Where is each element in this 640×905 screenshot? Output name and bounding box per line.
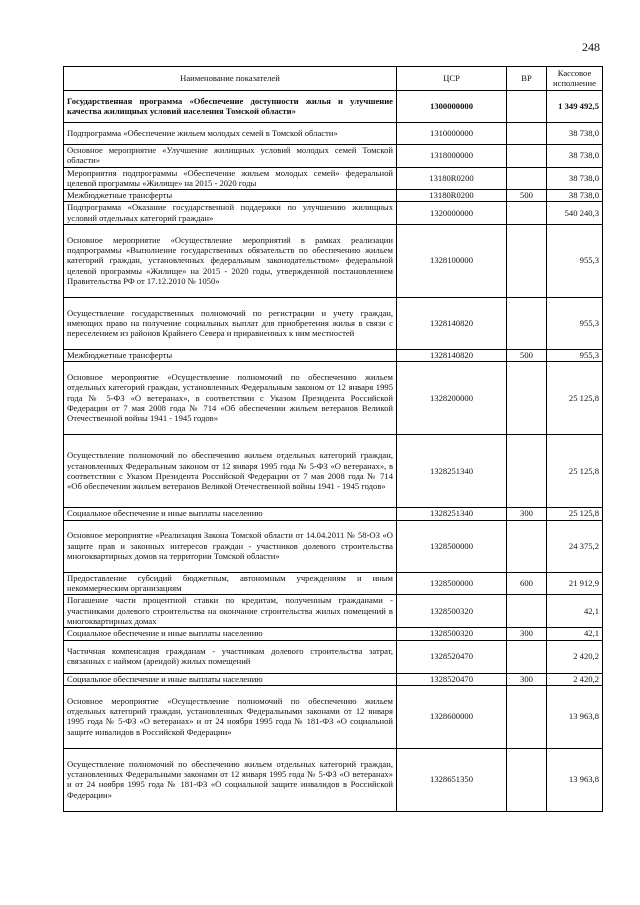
row-amount: 955,3 — [547, 350, 603, 362]
row-vr — [507, 225, 547, 298]
row-name: Социальное обеспечение и иные выплаты населению — [64, 508, 397, 520]
row-name: Межбюджетные трансферты — [64, 350, 397, 362]
row-amount: 955,3 — [547, 225, 603, 298]
row-name: Основное мероприятие «Осуществление полномочий по обеспечению жильем отдельных категорий граждан, установленных Федеральными законами от 12 января 1995 года № 5-ФЗ «О ветеранах» и от 24 ноября 1995 года № 181-ФЗ «О социальной защите инвалидов в Российской Федерации» — [64, 685, 397, 748]
row-csr: 1328251340 — [397, 435, 507, 508]
row-name: Межбюджетные трансферты — [64, 190, 397, 202]
table-header-row — [64, 67, 603, 91]
table-row — [64, 298, 603, 350]
row-vr: 600 — [507, 572, 547, 595]
table-row — [64, 508, 603, 520]
row-name: Осуществление полномочий по обеспечению жильем отдельных категорий граждан, установленных Федеральными законами от 12 января 1995 года № 5-ФЗ «О ветеранах» и от 24 ноября 1995 года № 181-ФЗ «О социальной защите инвалидов в Российской Федерации» — [64, 748, 397, 811]
row-vr: 500 — [507, 350, 547, 362]
table-row — [64, 640, 603, 673]
row-csr: 1328140820 — [397, 298, 507, 350]
row-vr — [507, 167, 547, 190]
row-vr — [507, 595, 547, 628]
row-amount: 24 375,2 — [547, 520, 603, 572]
row-name: Основное мероприятие «Осуществление полномочий по обеспечению жильем отдельных категорий граждан, установленных Федеральным законом от 12 января 1995 года № 5-ФЗ «О ветеранах», в соответствии с Указом Президента Российской Федерации от 7 мая 2008 года № 714 «Об обеспечении жильем ветеранов Великой Отечественной войны 1941 - 1945 годов» — [64, 362, 397, 435]
row-name: Социальное обеспечение и иные выплаты населению — [64, 628, 397, 640]
row-csr: 1328651350 — [397, 748, 507, 811]
table-row — [64, 225, 603, 298]
row-csr: 1328500320 — [397, 628, 507, 640]
row-amount: 25 125,8 — [547, 508, 603, 520]
row-name: Предоставление субсидий бюджетным, автономным учреждениям и иным некоммерческим организациям — [64, 572, 397, 595]
row-amount: 38 738,0 — [547, 190, 603, 202]
row-vr — [507, 748, 547, 811]
row-vr — [507, 145, 547, 168]
row-name: Частичная компенсация гражданам - участникам долевого строительства затрат, связанных с наймом (арендой) жилых помещений — [64, 640, 397, 673]
row-amount: 42,1 — [547, 595, 603, 628]
row-amount: 540 240,3 — [547, 202, 603, 225]
row-amount: 25 125,8 — [547, 435, 603, 508]
table-row — [64, 362, 603, 435]
row-amount: 38 738,0 — [547, 123, 603, 145]
table-row — [64, 520, 603, 572]
row-amount: 38 738,0 — [547, 167, 603, 190]
budget-table — [63, 66, 603, 812]
row-vr — [507, 91, 547, 123]
row-csr: 1300000000 — [397, 91, 507, 123]
row-vr: 500 — [507, 190, 547, 202]
row-vr: 300 — [507, 508, 547, 520]
header-amount: Кассовое исполнение — [547, 67, 603, 91]
row-amount: 1 349 492,5 — [547, 91, 603, 123]
row-name: Государственная программа «Обеспечение доступности жилья и улучшение качества жилищных условий населения Томской области» — [64, 91, 397, 123]
row-csr: 1328251340 — [397, 508, 507, 520]
row-csr: 1328520470 — [397, 673, 507, 685]
table-row — [64, 628, 603, 640]
table-row — [64, 167, 603, 190]
row-amount: 13 963,8 — [547, 748, 603, 811]
row-vr — [507, 123, 547, 145]
row-csr: 13180R0200 — [397, 190, 507, 202]
table-row — [64, 123, 603, 145]
row-name: Основное мероприятие «Реализация Закона Томской области от 14.04.2011 № 58-ОЗ «О защите прав и законных интересов граждан - участников долевого строительства многоквартирных домов на территории Томской области» — [64, 520, 397, 572]
row-csr: 1328500000 — [397, 572, 507, 595]
table-body — [64, 91, 603, 812]
row-name: Подпрограмма «Обеспечение жильем молодых семей в Томской области» — [64, 123, 397, 145]
row-csr: 1328500320 — [397, 595, 507, 628]
row-csr: 1328500000 — [397, 520, 507, 572]
row-amount: 25 125,8 — [547, 362, 603, 435]
row-vr — [507, 362, 547, 435]
row-amount: 21 912,9 — [547, 572, 603, 595]
page-number: 248 — [582, 40, 600, 54]
row-name: Основное мероприятие «Улучшение жилищных условий молодых семей Томской области» — [64, 145, 397, 168]
header-csr: ЦСР — [397, 67, 507, 91]
row-amount: 13 963,8 — [547, 685, 603, 748]
table-row — [64, 595, 603, 628]
row-name: Осуществление полномочий по обеспечению жильем отдельных категорий граждан, установленных Федеральным законом от 12 января 1995 года № 5-ФЗ «О ветеранах», в соответствии с Указом Президента Российской Федерации от 7 мая 2008 года № 714 «Об обеспечении жильем ветеранов Великой Отечественной войны 1941 - 1945 годов» — [64, 435, 397, 508]
row-csr: 1328600000 — [397, 685, 507, 748]
table-row — [64, 673, 603, 685]
row-vr — [507, 685, 547, 748]
row-csr: 1328520470 — [397, 640, 507, 673]
header-vr: ВР — [507, 67, 547, 91]
row-csr: 1318000000 — [397, 145, 507, 168]
row-amount: 38 738,0 — [547, 145, 603, 168]
table-row — [64, 202, 603, 225]
row-amount: 2 420,2 — [547, 640, 603, 673]
row-amount: 2 420,2 — [547, 673, 603, 685]
row-vr — [507, 202, 547, 225]
row-csr: 1320000000 — [397, 202, 507, 225]
row-name: Мероприятия подпрограммы «Обеспечение жильем молодых семей» федеральной целевой программы «Жилище» на 2015 - 2020 годы — [64, 167, 397, 190]
row-vr: 300 — [507, 628, 547, 640]
table-row — [64, 685, 603, 748]
row-vr — [507, 640, 547, 673]
row-csr: 1310000000 — [397, 123, 507, 145]
row-amount: 42,1 — [547, 628, 603, 640]
row-amount: 955,3 — [547, 298, 603, 350]
row-name: Основное мероприятие «Осуществление мероприятий в рамках реализации подпрограммы «Выполнение государственных обязательств по обеспечению жильем категорий граждан, установленных федеральным законодательством» федеральной целевой программы «Жилище» на 2015 - 2020 годы, утвержденной постановлением Правительства РФ от 17.12.2010 № 1050» — [64, 225, 397, 298]
table-row — [64, 435, 603, 508]
row-csr: 1328200000 — [397, 362, 507, 435]
table-row — [64, 748, 603, 811]
table-row — [64, 91, 603, 123]
row-name: Социальное обеспечение и иные выплаты населению — [64, 673, 397, 685]
row-name: Подпрограмма «Оказание государственной поддержки по улучшению жилищных условий отдельных категорий граждан» — [64, 202, 397, 225]
header-name: Наименование показателей — [64, 67, 397, 91]
row-name: Погашение части процентной ставки по кредитам, полученным гражданами - участниками долевого строительства на окончание строительства жилых помещений в многоквартирных домах — [64, 595, 397, 628]
row-csr: 1328100000 — [397, 225, 507, 298]
table-row — [64, 350, 603, 362]
row-vr: 300 — [507, 673, 547, 685]
table-row — [64, 145, 603, 168]
row-csr: 1328140820 — [397, 350, 507, 362]
row-name: Осуществление государственных полномочий по регистрации и учету граждан, имеющих право на получение социальных выплат для приобретения жилья в связи с переселением из районов Крайнего Севера и приравненных к ним местностей — [64, 298, 397, 350]
row-vr — [507, 298, 547, 350]
table-row — [64, 572, 603, 595]
table-row — [64, 190, 603, 202]
row-csr: 13180R0200 — [397, 167, 507, 190]
row-vr — [507, 520, 547, 572]
row-vr — [507, 435, 547, 508]
